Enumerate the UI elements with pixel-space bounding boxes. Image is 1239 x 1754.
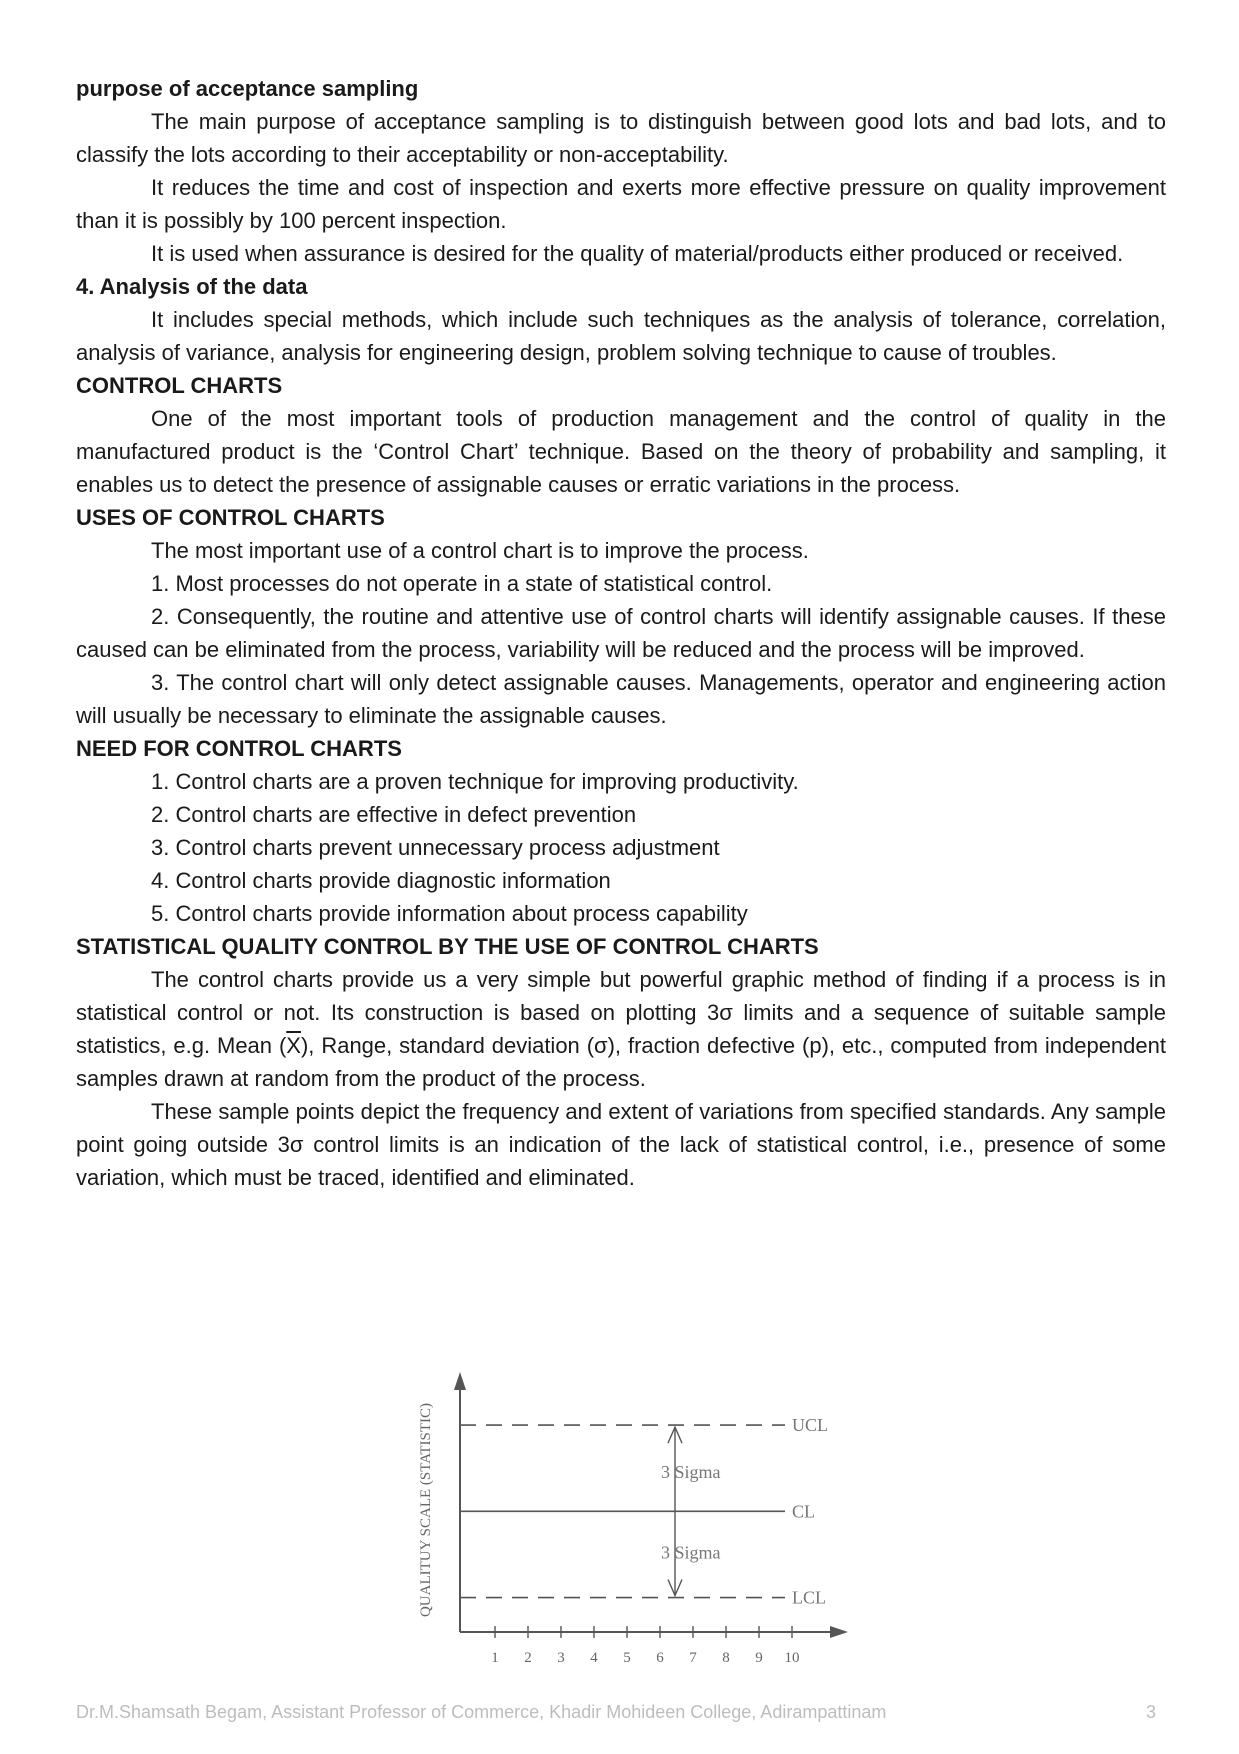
list-item: 2. Consequently, the routine and attentive use of control charts will identify assignable causes. If these caused can be eliminated from the process, variability will be reduced and the process will be improved. xyxy=(76,604,1166,662)
x-tick-label: 2 xyxy=(524,1650,532,1666)
x-tick-label: 4 xyxy=(590,1650,598,1666)
paragraph: These sample points depict the frequency and extent of variations from specified standards. Any sample point going outside 3σ control limits is an indication of the lack of statistical control, i.e., presence of some variation, which must be traced, identified and eliminated. xyxy=(76,1099,1166,1190)
y-axis-arrowhead xyxy=(454,1372,466,1390)
page-number: 3 xyxy=(1145,1702,1156,1722)
sigma-annotation-upper: 3 Sigma xyxy=(661,1462,721,1483)
list-item: 3. The control chart will only detect assignable causes. Managements, operator and engineering action will usually be necessary to eliminate the assignable causes. xyxy=(76,670,1166,728)
paragraph-text: The control charts provide us a very simple but powerful graphic method of finding if a process is in statistical control or not. Its construction is based on plotting 3σ limits and a sequence of suitable sample statistics, e.g. Mean ( xyxy=(76,967,1166,1058)
x-tick-label: 5 xyxy=(623,1650,631,1666)
paragraph-text: ), Range, standard deviation (σ), fraction defective (p), etc., computed from independent samples drawn at random from the product of the process. xyxy=(76,1033,1166,1091)
heading-control-charts: CONTROL CHARTS xyxy=(76,373,283,398)
x-tick-label: 1 xyxy=(491,1650,499,1666)
x-tick-label: 6 xyxy=(656,1650,664,1666)
x-tick-label: 10 xyxy=(784,1650,800,1666)
page-body xyxy=(76,72,1166,1194)
limit-label-lcl: LCL xyxy=(792,1587,826,1608)
heading-need-for-control-charts: NEED FOR CONTROL CHARTS xyxy=(76,736,402,761)
paragraph: The most important use of a control chart is to improve the process. xyxy=(151,538,809,563)
x-tick-label: 7 xyxy=(689,1650,697,1666)
list-item: 1. Control charts are a proven technique for improving productivity. xyxy=(151,769,799,794)
list-item: 2. Control charts are effective in defect prevention xyxy=(151,802,637,827)
list-item: 4. Control charts provide diagnostic information xyxy=(151,868,611,893)
paragraph: It includes special methods, which include such techniques as the analysis of tolerance, correlation, analysis of variance, analysis for engineering design, problem solving technique to cause of troubles. xyxy=(76,307,1166,365)
list-item: 3. Control charts prevent unnecessary process adjustment xyxy=(151,835,720,860)
footer-author: Dr.M.Shamsath Begam, Assistant Professor of Commerce, Khadir Mohideen College, Adirampattinam xyxy=(76,1702,887,1722)
heading-uses-of-control-charts: USES OF CONTROL CHARTS xyxy=(76,505,385,530)
heading-acceptance-sampling: purpose of acceptance sampling xyxy=(76,76,419,101)
y-axis-label: QUALITUY SCALE (STATISTIC) xyxy=(418,1402,434,1618)
paragraph: It is used when assurance is desired for the quality of material/products either produced or received. xyxy=(151,241,1124,266)
sigma-annotation-lower: 3 Sigma xyxy=(661,1542,721,1563)
x-tick-label: 9 xyxy=(755,1650,763,1666)
x-tick-label: 3 xyxy=(557,1650,565,1666)
x-tick-label: 8 xyxy=(722,1650,730,1666)
heading-analysis-of-data: 4. Analysis of the data xyxy=(76,274,308,299)
paragraph: It reduces the time and cost of inspection and exerts more effective pressure on quality improvement than it is possibly by 100 percent inspection. xyxy=(76,175,1166,233)
list-item: 1. Most processes do not operate in a state of statistical control. xyxy=(151,571,773,596)
limit-label-cl: CL xyxy=(792,1501,816,1522)
x-axis-arrowhead xyxy=(830,1626,848,1638)
paragraph: One of the most important tools of production management and the control of quality in the manufactured product is the ‘Control Chart’ technique. Based on the theory of probability and sampling, it enables us to detect the presence of assignable causes or erratic variations in the process. xyxy=(76,406,1166,497)
paragraph xyxy=(76,963,1166,1095)
xbar-symbol: $\overline{X}$ xyxy=(286,1033,301,1058)
footer xyxy=(76,1702,1166,1726)
control-chart-svg xyxy=(400,1370,920,1670)
limit-label-ucl: UCL xyxy=(792,1415,828,1436)
list-item: 5. Control charts provide information about process capability xyxy=(151,901,748,926)
heading-sqc-control-charts: STATISTICAL QUALITY CONTROL BY THE USE OF CONTROL CHARTS xyxy=(76,934,819,959)
control-chart xyxy=(400,1370,920,1670)
paragraph: The main purpose of acceptance sampling is to distinguish between good lots and bad lots, and to classify the lots according to their acceptability or non-acceptability. xyxy=(76,109,1166,167)
